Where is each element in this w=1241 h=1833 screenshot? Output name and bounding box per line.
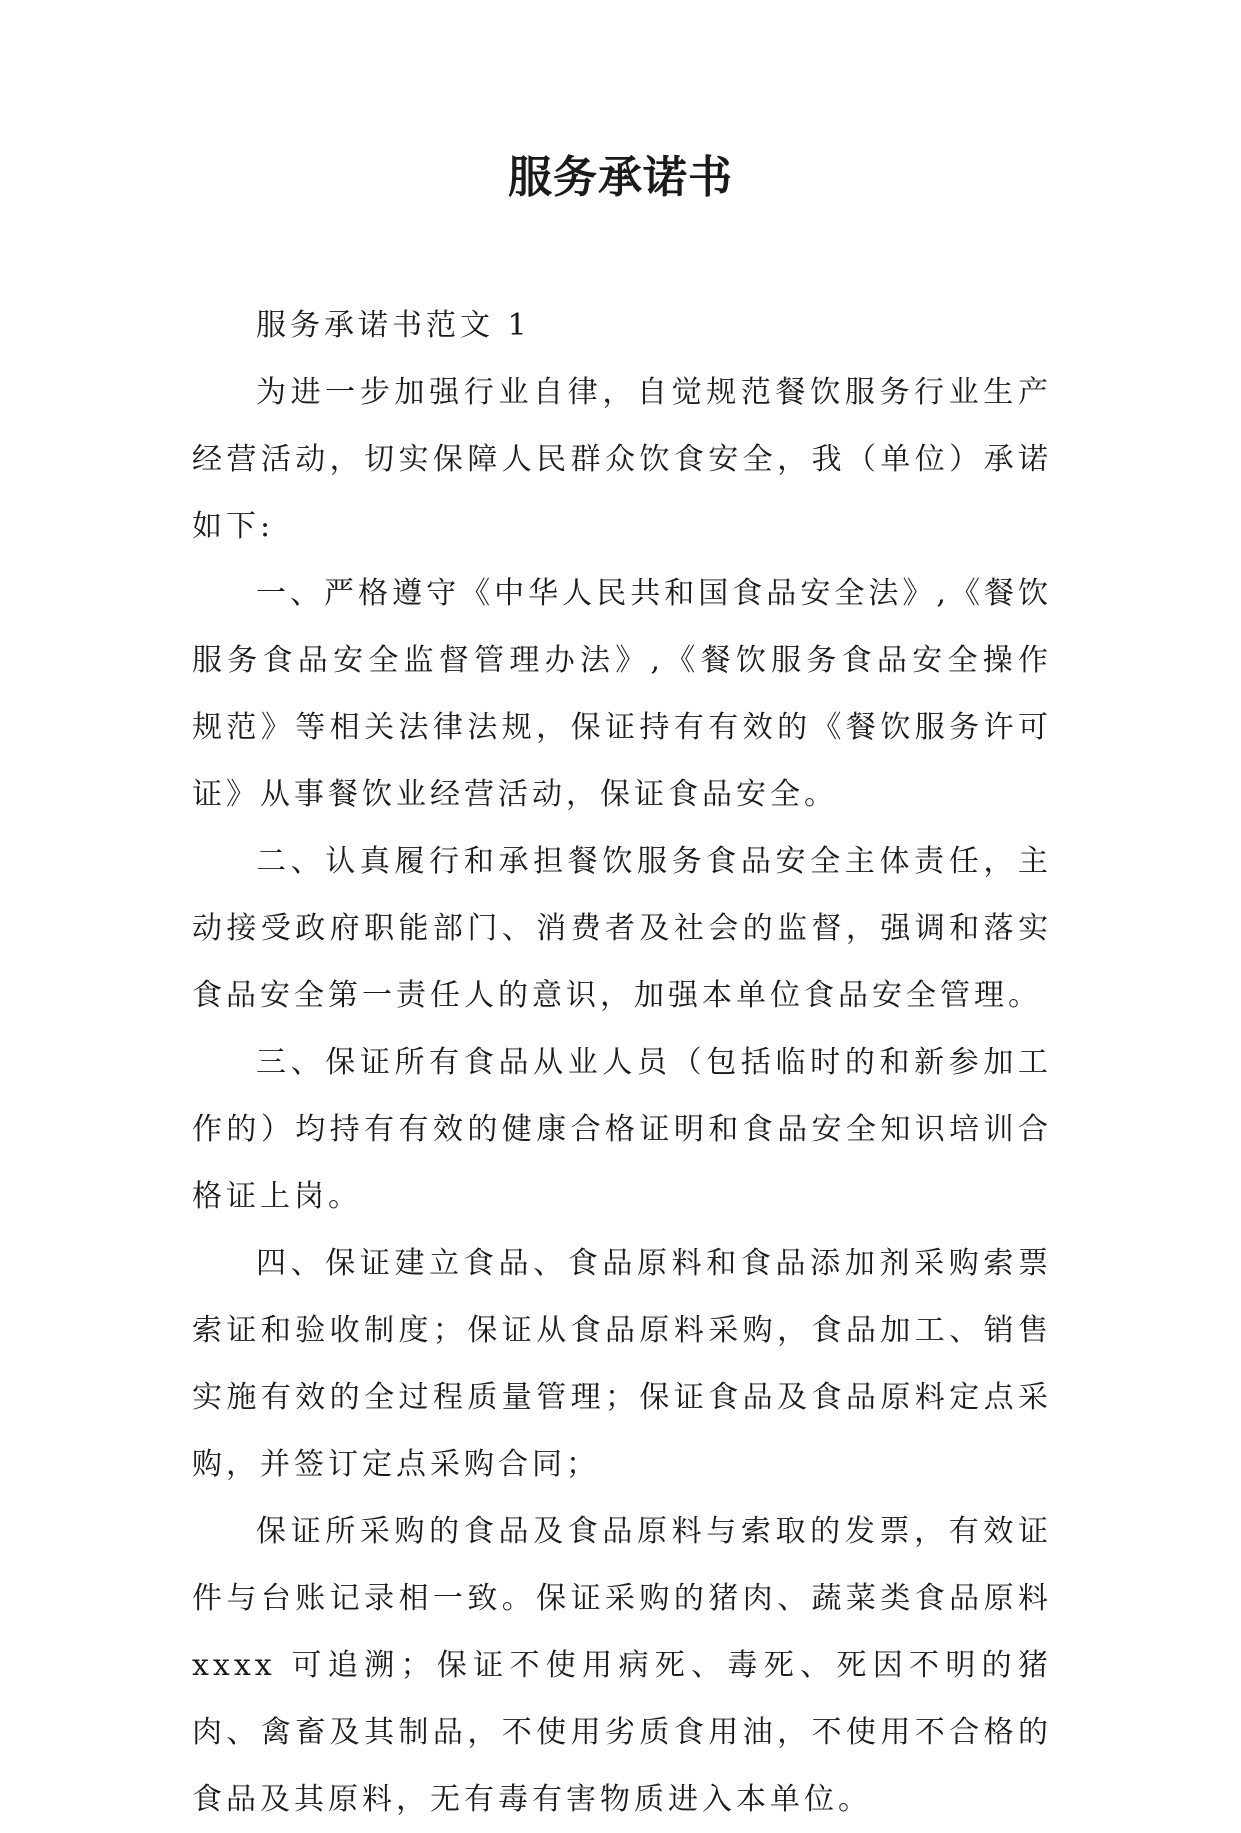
paragraph-item-1: 一、严格遵守《中华人民共和国食品安全法》,《餐饮服务食品安全监督管理办法》,《餐饮服务食品安全操作规范》等相关法律法规，保证持有有效的《餐饮服务许可证》从事餐饮业经营活动，保证食品安全。 — [192, 576, 1052, 812]
document-title: 服务承诺书 — [508, 152, 733, 203]
paragraph-item-4-cont: 保证所采购的食品及食品原料与索取的发票，有效证件与台账记录相一致。保证采购的猪肉、蔬菜类食品原料 xxxx 可追溯；保证不使用病死、毒死、死因不明的猪肉、禽畜及其制品，不使用劣质食用油，不使用不合格的食品及其原料，无有毒有害物质进入本单位。 — [192, 1514, 1052, 1817]
paragraph-item-3: 三、保证所有食品从业人员（包括临时的和新参加工作的）均持有有效的健康合格证明和食品安全知识培训合格证上岗。 — [192, 1045, 1052, 1214]
document-body — [192, 292, 1052, 1833]
paragraph-item-2: 二、认真履行和承担餐饮服务食品安全主体责任，主动接受政府职能部门、消费者及社会的监督，强调和落实食品安全第一责任人的意识，加强本单位食品安全管理。 — [192, 844, 1052, 1013]
paragraph-heading: 服务承诺书范文 1 — [256, 308, 531, 343]
paragraph-item-4: 四、保证建立食品、食品原料和食品添加剂采购索票索证和验收制度；保证从食品原料采购，食品加工、销售实施有效的全过程质量管理；保证食品及食品原料定点采购，并签订定点采购合同； — [192, 1246, 1052, 1482]
paragraph-intro: 为进一步加强行业自律，自觉规范餐饮服务行业生产经营活动，切实保障人民群众饮食安全，我（单位）承诺如下: — [192, 375, 1052, 544]
